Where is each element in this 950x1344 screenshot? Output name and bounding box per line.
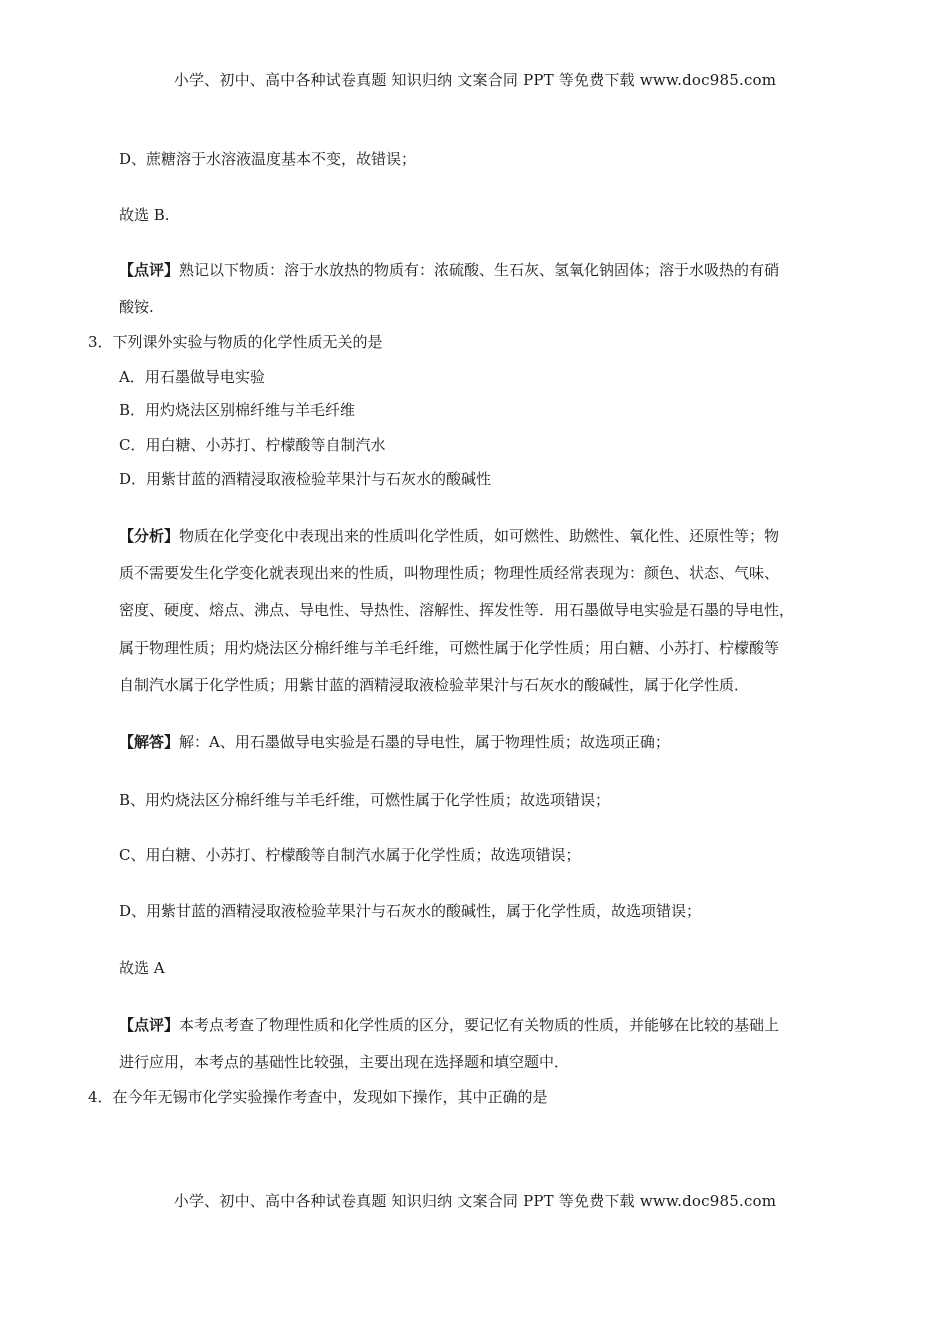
q3-answer: 故选 A xyxy=(119,959,165,977)
q3-analysis-line-3: 密度、硬度、熔点、沸点、导电性、导热性、溶解性、挥发性等．用石墨做导电实验是石墨的导电性， xyxy=(119,601,795,619)
solution-text: 解：A、用石墨做导电实验是石墨的导电性，属于物理性质；故选项正确； xyxy=(179,733,670,751)
comment-tag: 【点评】 xyxy=(119,1016,180,1034)
page-footer: 小学、初中、高中各种试卷真题 知识归纳 文案合同 PPT 等免费下载 www.doc985.com xyxy=(173,1192,777,1210)
q2-answer: 故选 B. xyxy=(119,206,170,224)
q3-solution-line-1 xyxy=(119,731,670,753)
q3-analysis-line-1 xyxy=(119,525,779,547)
q2-option-d-explanation: D、蔗糖溶于水溶液温度基本不变，故错误； xyxy=(119,150,417,168)
comment-text: 本考点考查了物理性质和化学性质的区分，要记忆有关物质的性质，并能够在比较的基础上 xyxy=(179,1016,780,1034)
q3-analysis-line-5: 自制汽水属于化学性质；用紫甘蓝的酒精浸取液检验苹果汁与石灰水的酸碱性，属于化学性质． xyxy=(119,676,750,694)
q4-stem: 4．在今年无锡市化学实验操作考查中，发现如下操作，其中正确的是 xyxy=(88,1088,548,1106)
q3-solution-line-3: C、用白糖、小苏打、柠檬酸等自制汽水属于化学性质；故选项错误； xyxy=(119,846,581,864)
q3-analysis-line-2: 质不需要发生化学变化就表现出来的性质，叫物理性质；物理性质经常表现为：颜色、状态、气味、 xyxy=(119,564,780,582)
comment-text: 熟记以下物质：溶于水放热的物质有：浓硫酸、生石灰、氢氧化钠固体；溶于水吸热的有硝 xyxy=(179,261,780,279)
q3-analysis-line-4: 属于物理性质；用灼烧法区分棉纤维与羊毛纤维，可燃性属于化学性质；用白糖、小苏打、柠檬酸等 xyxy=(119,639,780,657)
analysis-tag: 【分析】 xyxy=(119,527,180,545)
q3-option-d: D．用紫甘蓝的酒精浸取液检验苹果汁与石灰水的酸碱性 xyxy=(119,470,492,488)
q2-comment-line-2: 酸铵. xyxy=(119,298,154,316)
q3-solution-line-2: B、用灼烧法区分棉纤维与羊毛纤维，可燃性属于化学性质；故选项错误； xyxy=(119,791,611,809)
q3-comment-line-2: 进行应用，本考点的基础性比较强，主要出现在选择题和填空题中． xyxy=(119,1053,570,1071)
page-header: 小学、初中、高中各种试卷真题 知识归纳 文案合同 PPT 等免费下载 www.doc985.com xyxy=(173,71,777,89)
q3-option-b: B．用灼烧法区别棉纤维与羊毛纤维 xyxy=(119,401,356,419)
solution-tag: 【解答】 xyxy=(119,733,180,751)
q2-comment-line-1 xyxy=(119,259,779,281)
q3-solution-line-4: D、用紫甘蓝的酒精浸取液检验苹果汁与石灰水的酸碱性，属于化学性质，故选项错误； xyxy=(119,902,702,920)
q3-option-c: C．用白糖、小苏打、柠檬酸等自制汽水 xyxy=(119,436,386,454)
q3-stem: 3．下列课外实验与物质的化学性质无关的是 xyxy=(88,333,383,351)
q3-comment-line-1 xyxy=(119,1014,779,1036)
q3-option-a: A．用石墨做导电实验 xyxy=(119,368,265,386)
analysis-text: 物质在化学变化中表现出来的性质叫化学性质，如可燃性、助燃性、氧化性、还原性等；物 xyxy=(179,527,780,545)
comment-tag: 【点评】 xyxy=(119,261,180,279)
